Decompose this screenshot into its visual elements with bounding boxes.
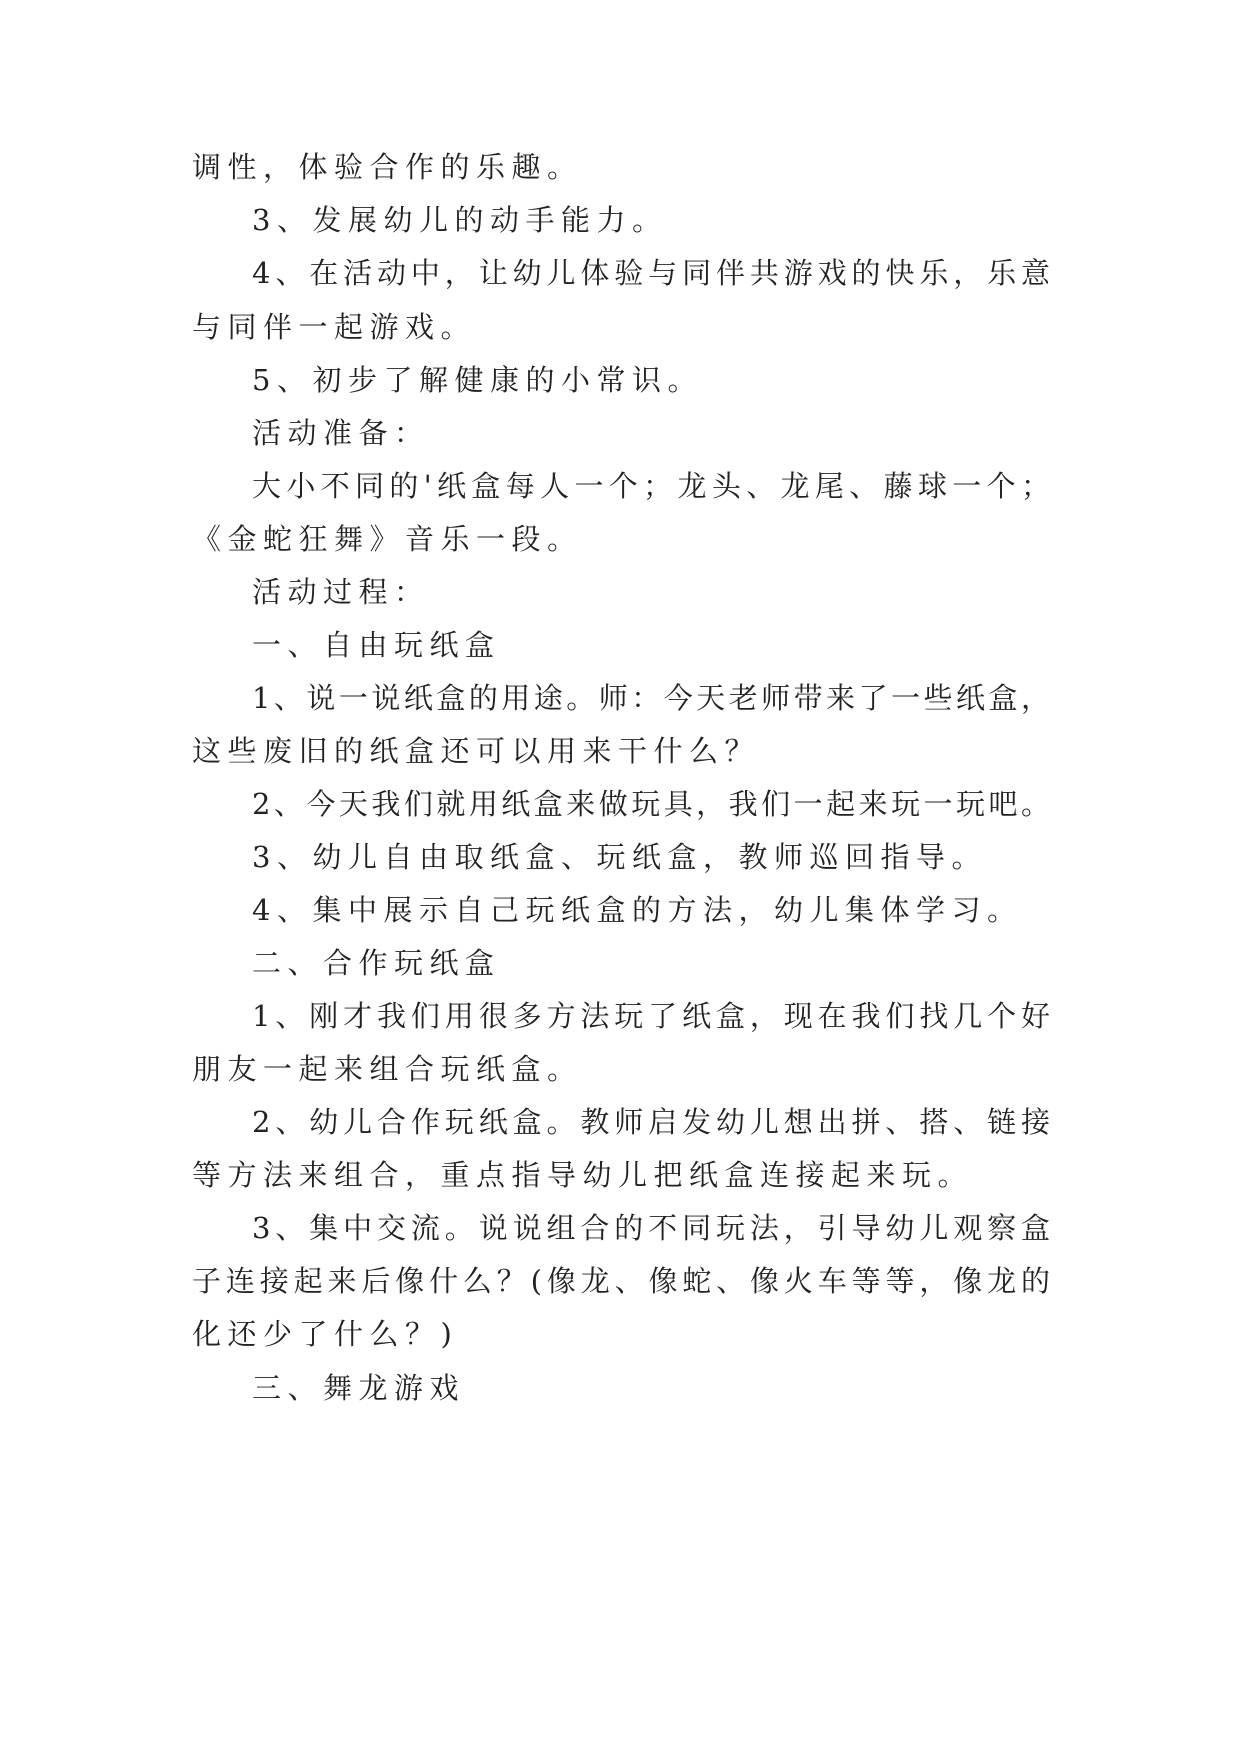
text-line: 《金蛇狂舞》音乐一段。	[192, 522, 583, 556]
text-line: 4、在活动中，让幼儿体验与同伴共游戏的快乐，乐意	[252, 256, 1050, 290]
text-line: 2、今天我们就用纸盒来做玩具，我们一起来玩一玩吧。	[252, 787, 1050, 821]
text-line: 化还少了什么？)	[192, 1317, 459, 1351]
text-line: 这些废旧的纸盒还可以用来干什么？	[192, 734, 761, 768]
text-line: 朋友一起来组合玩纸盒。	[192, 1052, 583, 1086]
text-line: 与同伴一起游戏。	[192, 310, 477, 344]
text-line: 1、刚才我们用很多方法玩了纸盒，现在我们找几个好	[252, 999, 1050, 1033]
text-line: 2、幼儿合作玩纸盒。教师启发幼儿想出拼、搭、链接	[252, 1105, 1050, 1139]
text-line: 1、说一说纸盒的用途。师：今天老师带来了一些纸盒，	[252, 681, 1050, 715]
text-line: 4、集中展示自己玩纸盒的方法，幼儿集体学习。	[252, 893, 1023, 927]
text-line: 三、舞龙游戏	[252, 1371, 466, 1405]
text-line: 大小不同的'纸盒每人一个；龙头、龙尾、藤球一个；	[252, 469, 1050, 503]
text-line: 活动准备：	[252, 416, 430, 450]
text-line: 3、幼儿自由取纸盒、玩纸盒，教师巡回指导。	[252, 840, 987, 874]
text-line: 一、自由玩纸盒	[252, 628, 501, 662]
text-line: 5、初步了解健康的小常识。	[252, 363, 703, 397]
text-line: 3、集中交流。说说组合的不同玩法，引导幼儿观察盒	[252, 1211, 1050, 1245]
text-line: 二、合作玩纸盒	[252, 946, 501, 980]
text-line: 子连接起来后像什么？(像龙、像蛇、像火车等等，像龙的	[192, 1264, 1050, 1298]
text-line: 调性，体验合作的乐趣。	[192, 150, 583, 184]
text-line: 等方法来组合，重点指导幼儿把纸盒连接起来玩。	[192, 1158, 974, 1192]
text-line: 活动过程：	[252, 575, 430, 609]
text-line: 3、发展幼儿的动手能力。	[252, 203, 668, 237]
